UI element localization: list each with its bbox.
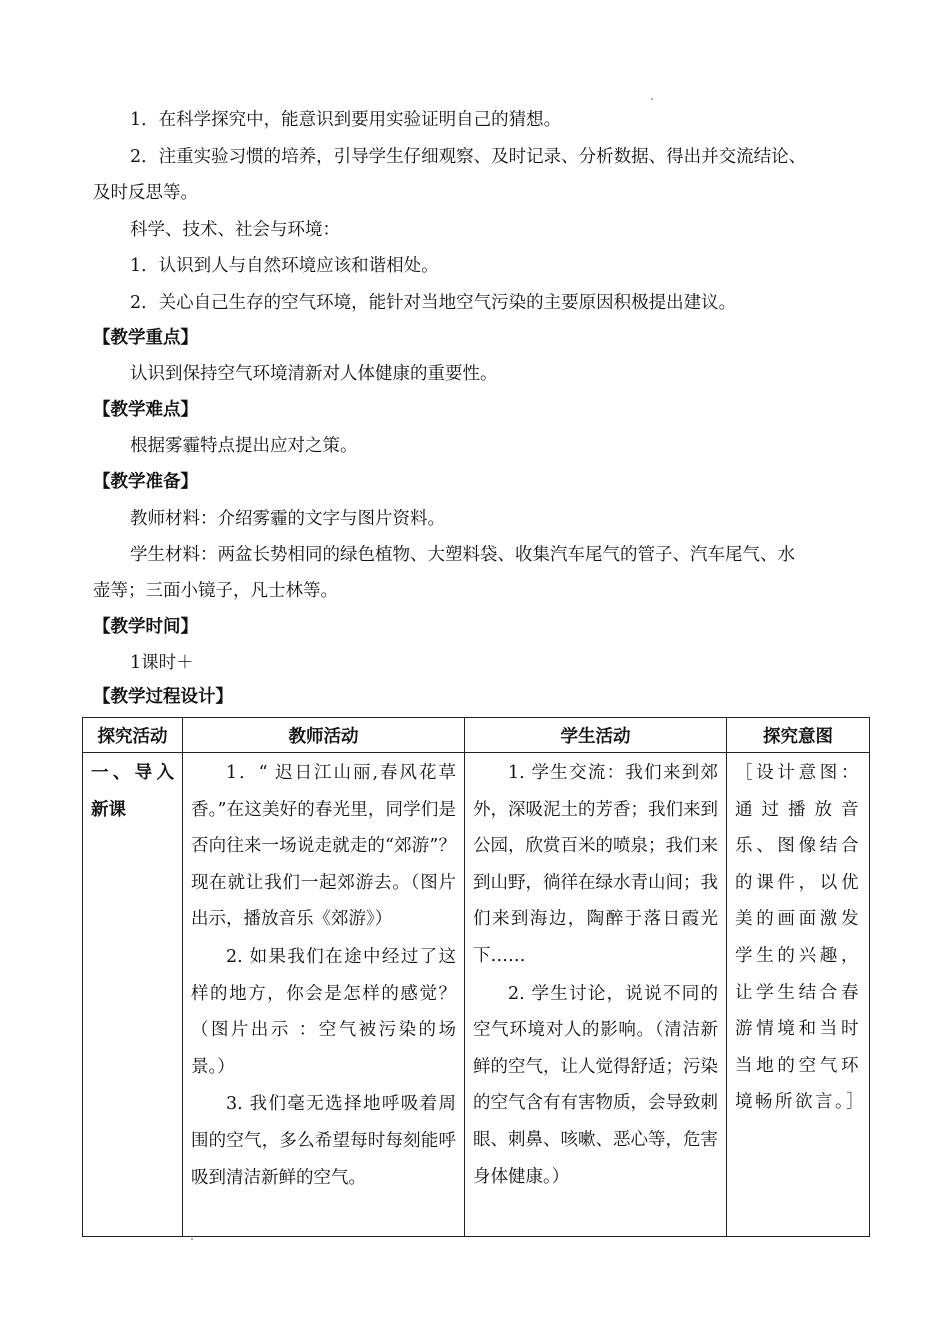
prep-teacher-text: 教师材料：介绍雾霾的文字与图片资料。 — [130, 509, 445, 529]
prep-student-text: 学生材料：两盆长势相同的绿色植物、大塑料袋、收集汽车尾气的管子、汽车尾气、水 — [130, 545, 795, 565]
student-cell — [465, 753, 727, 1237]
student-paragraph-2: 2. 学生讨论，说说不同的空气环境对人的影响。（清洁新鲜的空气，让人觉得舒适；污染的空气含有有害物质，会导致刺眼、刺鼻、咳嗽、恶心等，危害身体健康。） — [473, 983, 718, 1187]
difficulty-heading: 【教学难点】 — [93, 400, 198, 420]
activity-cell: 一、导入新课 — [83, 753, 183, 1237]
objective-line-2-cont: 及时反思等。 — [93, 183, 198, 203]
intent-cell: ［设计意图：通过播放音乐、图像结合的课件，以优美的画面激发学生的兴趣，让学生结合春游情境和当时当地的空气环境畅所欲言。］ — [727, 753, 870, 1237]
sts-line-2: 2．关心自己生存的空气环境，能针对当地空气污染的主要原因积极提出建议。 — [130, 293, 737, 313]
time-text: 1课时＋ — [130, 653, 194, 673]
process-heading: 【教学过程设计】 — [93, 687, 233, 707]
sts-heading: 科学、技术、社会与环境： — [130, 220, 340, 240]
teacher-paragraph-1: 1．“ 迟日江山丽,春风花草香。”在这美好的春光里，同学们是否向往来一场说走就走的“郊游”？现在就让我们一起郊游去。（图片出示，播放音乐《郊游》） — [191, 763, 456, 930]
teacher-paragraph-2: 2. 如果我们在途中经过了这样的地方，你会是怎样的感觉？（图片出示 ：空气被污染的场景。） — [191, 946, 456, 1077]
objective-line-1: 1．在科学探究中，能意识到要用实验证明自己的猜想。 — [130, 110, 562, 130]
student-paragraph-1: 1. 学生交流：我们来到郊外，深吸泥土的芳香；我们来到公园，欣赏百米的喷泉；我们来到山野，徜徉在绿水青山间；我们来到海边，陶醉于落日霞光下…… — [473, 763, 718, 966]
header-teacher: 教师活动 — [183, 718, 465, 753]
scan-speck — [191, 1238, 193, 1240]
objective-line-2: 2．注重实验习惯的培养，引导学生仔细观察、及时记录、分析数据、得出并交流结论、 — [130, 147, 807, 167]
process-table — [82, 717, 870, 1237]
table-row — [83, 753, 870, 1237]
sts-line-1: 1．认识到人与自然环境应该和谐相处。 — [130, 256, 439, 276]
teacher-paragraph-3: 3. 我们毫无选择地呼吸着周围的空气，多么希望每时每刻能呼吸到清洁新鲜的空气。 — [191, 1094, 456, 1188]
key-points-heading: 【教学重点】 — [93, 328, 198, 348]
key-points-text: 认识到保持空气环境清新对人体健康的重要性。 — [130, 364, 498, 384]
scan-speck — [651, 98, 653, 100]
prep-student-text-cont: 壶等；三面小镜子，凡士林等。 — [93, 581, 338, 601]
prep-heading: 【教学准备】 — [93, 472, 198, 492]
header-intent: 探究意图 — [727, 718, 870, 753]
teacher-cell — [183, 753, 465, 1237]
difficulty-text: 根据雾霾特点提出应对之策。 — [130, 436, 358, 456]
header-student: 学生活动 — [465, 718, 727, 753]
time-heading: 【教学时间】 — [93, 617, 198, 637]
header-activity: 探究活动 — [83, 718, 183, 753]
